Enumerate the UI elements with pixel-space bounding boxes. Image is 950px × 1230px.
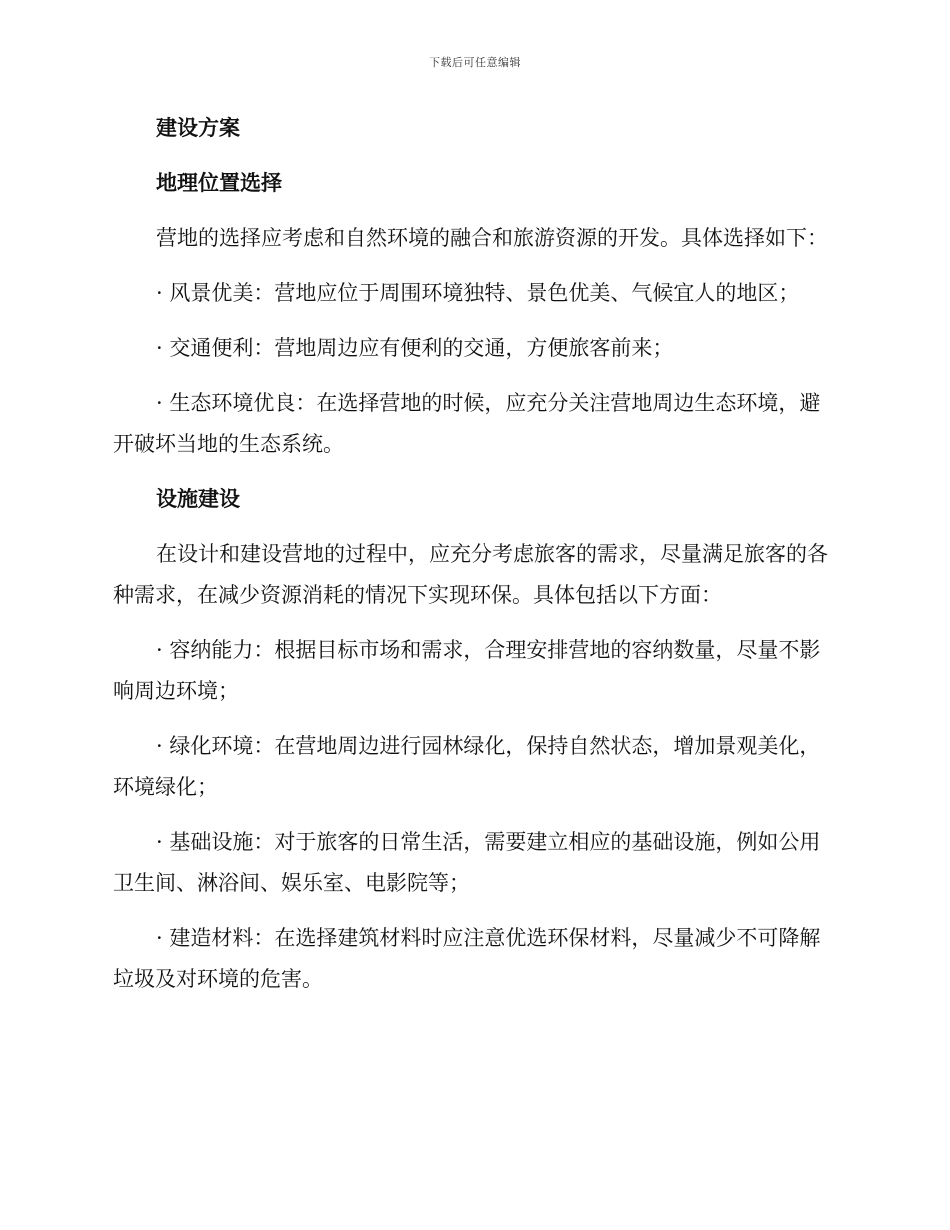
list-item: · 生态环境优良：在选择营地的时候，应充分关注营地周边生态环境，避开破坏当地的生态系统。 — [113, 391, 821, 456]
section-intro-facilities: 在设计和建设营地的过程中，应充分考虑旅客的需求，尽量满足旅客的各种需求，在减少资源消耗的情况下实现环保。具体包括以下方面： — [113, 542, 828, 607]
list-item: · 绿化环境：在营地周边进行园林绿化，保持自然状态，增加景观美化，环境绿化； — [113, 734, 821, 799]
page-header: 下载后可任意编辑 — [429, 56, 521, 69]
list-item: · 基础设施：对于旅客的日常生活，需要建立相应的基础设施，例如公用卫生间、淋浴间、娱乐室、电影院等； — [113, 830, 821, 895]
document-body — [113, 108, 833, 1014]
list-item: · 建造材料：在选择建筑材料时应注意优选环保材料，尽量减少不可降解垃圾及对环境的危害。 — [113, 926, 821, 991]
section-intro-location: 营地的选择应考虑和自然环境的融合和旅游资源的开发。具体选择如下： — [156, 226, 828, 250]
section-heading-facilities: 设施建设 — [156, 486, 240, 511]
document-title: 建设方案 — [156, 115, 240, 140]
list-item: · 交通便利：营地周边应有便利的交通，方便旅客前来； — [156, 336, 674, 360]
section-heading-location: 地理位置选择 — [156, 170, 282, 195]
list-item: · 风景优美：营地应位于周围环境独特、景色优美、气候宜人的地区； — [156, 281, 800, 305]
list-item: · 容纳能力：根据目标市场和需求，合理安排营地的容纳数量，尽量不影响周边环境； — [113, 638, 821, 703]
